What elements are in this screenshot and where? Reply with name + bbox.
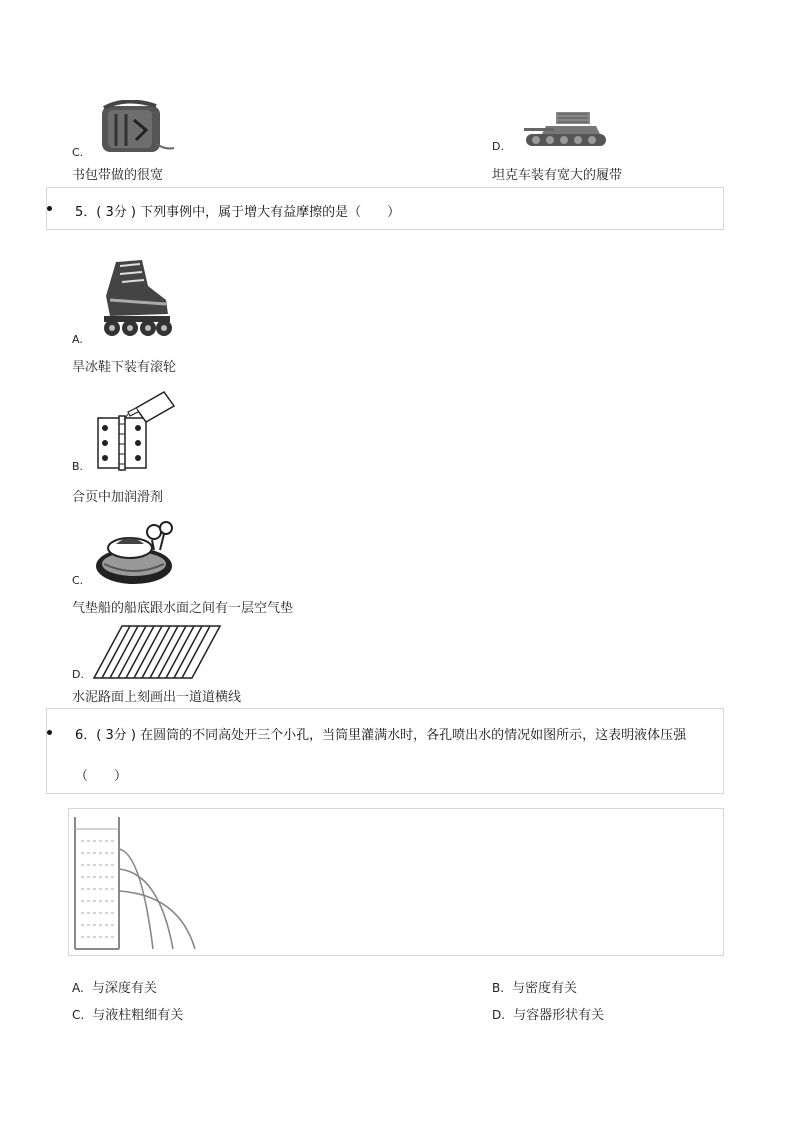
q6-option-d-text: 与容器形状有关: [513, 1008, 605, 1023]
q5-option-b-label: B.: [72, 460, 84, 473]
q6-question-line2: （ ）: [75, 769, 128, 784]
q5-option-d-image: [92, 624, 222, 680]
roller-skate-icon: [96, 256, 176, 340]
hovercraft-icon: [94, 518, 178, 588]
q6-question-box: [46, 708, 724, 794]
q4-option-d-label: D.: [492, 140, 504, 153]
q4-option-c-image: [96, 100, 176, 158]
q6-question-line1: 6．( 3分 ) 在圆筒的不同高处开三个小孔，当筒里灌满水时，各孔喷出水的情况如图所示，这表明液体压强: [75, 728, 687, 743]
q6-option-b-text: 与密度有关: [512, 981, 578, 996]
q6-option-d-label: D.: [492, 1008, 506, 1022]
q6-bullet: [47, 730, 52, 735]
q5-option-d-label: D.: [72, 668, 84, 681]
water-cylinder-jets-icon: [69, 809, 209, 955]
q6-option-c[interactable]: [72, 1004, 183, 1023]
q5-option-c-image: [94, 518, 178, 588]
q5-option-a-image: [96, 256, 176, 340]
q6-option-a[interactable]: [72, 977, 157, 996]
q6-figure-box: [68, 808, 724, 956]
grooved-road-icon: [92, 624, 222, 680]
hinge-lubricant-icon: [94, 390, 178, 472]
q6-option-c-text: 与液柱粗细有关: [92, 1008, 184, 1023]
q5-bullet: [47, 206, 52, 211]
q5-option-b-image: [94, 390, 178, 472]
q6-option-b-label: B.: [492, 981, 505, 995]
q4-option-d-text: 坦克车装有宽大的履带: [492, 168, 623, 183]
q5-question-box: [46, 187, 724, 230]
q5-option-a-label: A.: [72, 333, 83, 346]
q4-option-c-text: 书包带做的很宽: [72, 168, 164, 183]
q6-option-a-text: 与深度有关: [91, 981, 157, 996]
q6-option-d[interactable]: [492, 1004, 604, 1023]
q5-option-b-text: 合页中加润滑剂: [72, 490, 164, 505]
q5-option-a-text: 旱冰鞋下装有滚轮: [72, 360, 177, 375]
q5-option-d-text: 水泥路面上刻画出一道道横线: [72, 690, 242, 705]
q6-option-b[interactable]: [492, 977, 577, 996]
q5-question-text: 5．( 3分 ) 下列事例中，属于增大有益摩擦的是（ ）: [75, 205, 401, 220]
q5-option-c-text: 气垫船的船底跟水面之间有一层空气垫: [72, 601, 294, 616]
tank-icon: [516, 108, 612, 154]
q4-option-d-image: [516, 108, 612, 154]
q6-option-a-label: A.: [72, 981, 84, 995]
schoolbag-icon: [96, 100, 176, 158]
q4-option-c-label: C.: [72, 146, 84, 159]
q5-option-c-label: C.: [72, 574, 84, 587]
q6-option-c-label: C.: [72, 1008, 85, 1022]
